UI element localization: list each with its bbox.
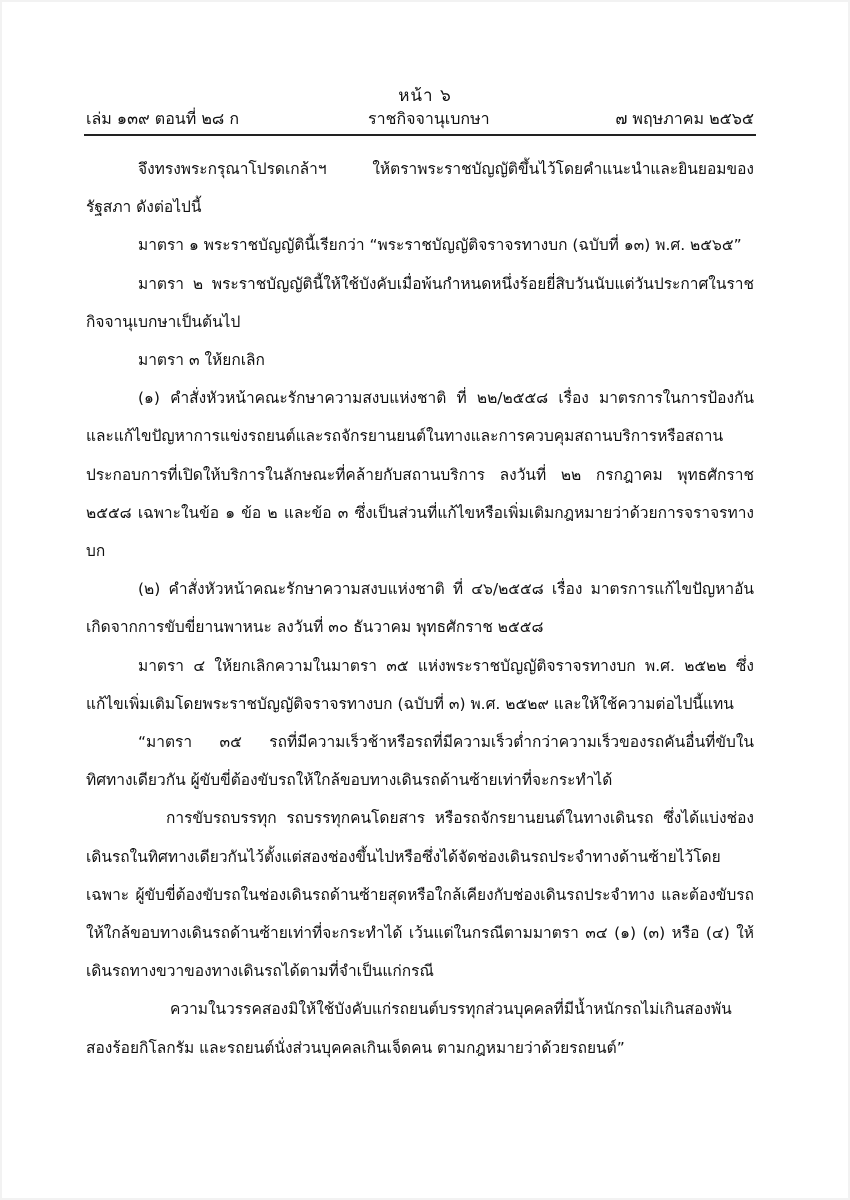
publication-date: ๗ พฤษภาคม ๒๕๖๕ bbox=[615, 109, 754, 128]
section-35-paragraph-3: ความในวรรคสองมิให้ใช้บังคับแก่รถยนต์บรรทุกส่วนบุคคลที่มีน้ำหนักรถไม่เกินสองพันสองร้อยกิโลกรัม และรถยนต์นั่งส่วนบุคคลเกินเจ็ดคน ตามกฎหมายว่าด้วยรถยนต์” bbox=[86, 1000, 732, 1057]
section-3-paragraph: มาตรา ๓ ให้ยกเลิก bbox=[138, 351, 265, 370]
preamble-paragraph: จึงทรงพระกรุณาโปรดเกล้าฯ ให้ตราพระราชบัญญัติขึ้นไว้โดยคำแนะนำและยินยอมของรัฐสภา ดังต่อไปนี้ bbox=[86, 160, 754, 217]
volume-issue: เล่ม ๑๓๙ ตอนที่ ๒๘ ก bbox=[86, 109, 240, 128]
header-divider bbox=[84, 134, 756, 136]
section-35-paragraph-2: การขับรถบรรทุก รถบรรทุกคนโดยสาร หรือรถจักรยานยนต์ในทางเดินรถ ซึ่งได้แบ่งช่องเดินรถในทิศทางเดียวกันไว้ตั้งแต่สองช่องขึ้นไปหรือซึ่งได้จัดช่องเดินรถประจำทางด้านซ้ายไว้โดยเฉพาะ ผู้ขับขี่ต้องขับรถในช่องเดินรถด้านซ้ายสุดหรือใกล้เคียงกับช่องเดินรถประจำทาง และต้องขับรถให้ใกล้ขอบทางเดินรถด้านซ้ายเท่าที่จะกระทำได้ เว้นแต่ในกรณีตามมาตรา ๓๔ (๑) (๓) หรือ (๔) ให้เดินรถทางขวาของทางเดินรถได้ตามที่จำเป็นแก่กรณี bbox=[86, 809, 754, 981]
document-body bbox=[86, 150, 754, 1067]
section-35-paragraph-1: “มาตรา ๓๕ รถที่มีความเร็วช้าหรือรถที่มีความเร็วต่ำกว่าความเร็วของรถคันอื่นที่ขับในทิศทางเดียวกัน ผู้ขับขี่ต้องขับรถให้ใกล้ขอบทางเดินรถด้านซ้ายเท่าที่จะกระทำได้ bbox=[86, 733, 754, 790]
repeal-item-1: (๑) คำสั่งหัวหน้าคณะรักษาความสงบแห่งชาติ ที่ ๒๒/๒๕๕๘ เรื่อง มาตรการในการป้องกันและแก้ไขปัญหาการแข่งรถยนต์และรถจักรยานยนต์ในทางและการควบคุมสถานบริการหรือสถานประกอบการที่เปิดให้บริการในลักษณะที่คล้ายกับสถานบริการ ลงวันที่ ๒๒ กรกฎาคม พุทธศักราช ๒๕๕๘ เฉพาะในข้อ ๑ ข้อ ๒ และข้อ ๓ ซึ่งเป็นส่วนที่แก้ไขหรือเพิ่มเติมกฎหมายว่าด้วยการจราจรทางบก bbox=[86, 389, 754, 561]
page-number: หน้า ๖ bbox=[398, 86, 452, 106]
gazette-name: ราชกิจจานุเบกษา bbox=[368, 109, 490, 128]
section-2-paragraph: มาตรา ๒ พระราชบัญญัตินี้ให้ใช้บังคับเมื่อพ้นกำหนดหนึ่งร้อยยี่สิบวันนับแต่วันประกาศในราชกิจจานุเบกษาเป็นต้นไป bbox=[86, 274, 754, 331]
page-header bbox=[86, 107, 754, 133]
section-4-paragraph: มาตรา ๔ ให้ยกเลิกความในมาตรา ๓๕ แห่งพระราชบัญญัติจราจรทางบก พ.ศ. ๒๕๒๒ ซึ่งแก้ไขเพิ่มเติมโดยพระราชบัญญัติจราจรทางบก (ฉบับที่ ๓) พ.ศ. ๒๕๒๙ และให้ใช้ความต่อไปนี้แทน bbox=[86, 656, 754, 713]
repeal-item-2: (๒) คำสั่งหัวหน้าคณะรักษาความสงบแห่งชาติ ที่ ๔๖/๒๕๕๘ เรื่อง มาตรการแก้ไขปัญหาอันเกิดจากการขับขี่ยานพาหนะ ลงวันที่ ๓๐ ธันวาคม พุทธศักราช ๒๕๕๘ bbox=[86, 580, 754, 637]
section-1-paragraph: มาตรา ๑ พระราชบัญญัตินี้เรียกว่า “พระราชบัญญัติจราจรทางบก (ฉบับที่ ๑๓) พ.ศ. ๒๕๖๕” bbox=[138, 236, 742, 255]
